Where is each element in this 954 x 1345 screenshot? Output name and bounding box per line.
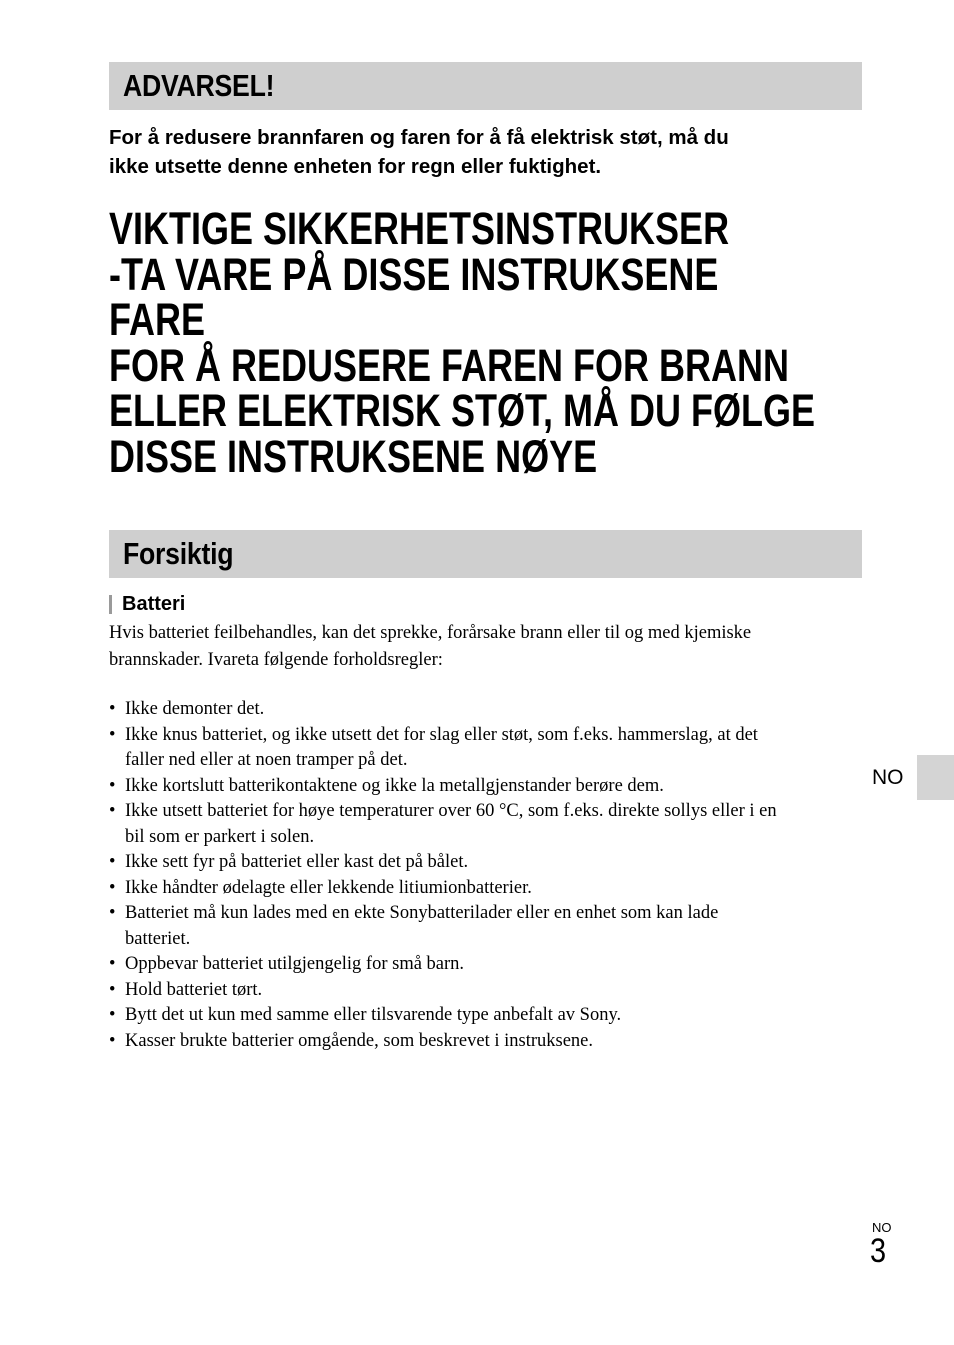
caution-title: Forsiktig xyxy=(123,536,234,571)
list-item xyxy=(109,774,869,800)
list-item-text: Ikke utsett batteriet for høye temperaturer over 60 °C, som f.eks. direkte sollys eller i en xyxy=(125,801,777,821)
safety-heading-line: VIKTIGE SIKKERHETSINSTRUKSER xyxy=(109,203,730,254)
language-side-label: NO xyxy=(872,766,904,789)
intro-line: brannskader. Ivareta følgende forholdsregler: xyxy=(109,650,443,670)
list-item-text: Ikke håndter ødelagte eller lekkende litiumionbatterier. xyxy=(125,877,532,898)
list-item xyxy=(109,876,869,902)
bullet-dot: • xyxy=(109,1030,116,1051)
safety-heading-line: DISSE INSTRUKSENE NØYE xyxy=(109,430,598,482)
list-item xyxy=(109,723,869,774)
warning-title-bar xyxy=(109,62,862,110)
page-number: 3 xyxy=(870,1232,887,1270)
list-item xyxy=(109,850,869,876)
list-item xyxy=(109,1029,869,1055)
list-item xyxy=(109,978,869,1004)
list-item-text: bil som er parkert i solen. xyxy=(125,826,315,847)
list-item xyxy=(109,1003,869,1029)
bullet-dot: • xyxy=(109,903,116,923)
battery-subheading xyxy=(109,593,185,616)
list-item-text: Batteriet må kun lades med en ekte Sonybatterilader eller en enhet som kan lade xyxy=(125,903,719,923)
footer-language: NO xyxy=(872,1220,892,1235)
list-item-text: Ikke knus batteriet, og ikke utsett det for slag eller støt, som f.eks. hammerslag, at det xyxy=(125,724,758,745)
list-item-text: Oppbevar batteriet utilgjengelig for små barn. xyxy=(125,954,465,974)
list-item xyxy=(109,952,869,978)
bullet-dot: • xyxy=(109,724,116,745)
list-item xyxy=(109,799,869,850)
battery-intro xyxy=(109,620,869,674)
warning-text xyxy=(109,123,869,181)
bullet-dot: • xyxy=(109,775,116,796)
list-item xyxy=(109,697,869,723)
warning-title: ADVARSEL! xyxy=(123,68,275,103)
language-side-tab xyxy=(917,755,954,800)
warning-line: ikke utsette denne enheten for regn eller fuktighet. xyxy=(109,155,602,178)
bullet-dot: • xyxy=(109,699,116,719)
list-item-text: Kasser brukte batterier omgående, som beskrevet i instruksene. xyxy=(125,1030,594,1051)
intro-line: Hvis batteriet feilbehandles, kan det sprekke, forårsake brann eller til og med kjemiske xyxy=(109,623,752,643)
safety-heading-line: -TA VARE PÅ DISSE INSTRUKSENE xyxy=(109,248,719,300)
bullet-dot: • xyxy=(109,954,116,974)
battery-precautions-list xyxy=(109,697,869,1054)
bullet-dot: • xyxy=(109,1005,116,1025)
battery-subheading-text: Batteri xyxy=(122,593,186,615)
caution-title-bar xyxy=(109,530,862,578)
safety-heading-line: FOR Å REDUSERE FAREN FOR BRANN xyxy=(109,339,790,391)
list-item xyxy=(109,901,869,952)
bullet-dot: • xyxy=(109,979,116,1000)
safety-heading-line: FARE xyxy=(109,294,206,345)
list-item-text: batteriet. xyxy=(125,928,191,949)
bullet-dot: • xyxy=(109,801,116,821)
list-item-text: Ikke kortslutt batterikontaktene og ikke la metallgjenstander berøre dem. xyxy=(125,775,664,796)
subheading-marker xyxy=(109,595,112,614)
list-item-text: Ikke sett fyr på batteriet eller kast det på bålet. xyxy=(125,852,469,872)
safety-heading-line: ELLER ELEKTRISK STØT, MÅ DU FØLGE xyxy=(109,385,816,436)
list-item-text: Ikke demonter det. xyxy=(125,699,265,719)
safety-headings xyxy=(109,203,954,482)
list-item-text: faller ned eller at noen tramper på det. xyxy=(125,750,408,770)
bullet-dot: • xyxy=(109,852,116,872)
list-item-text: Bytt det ut kun med samme eller tilsvarende type anbefalt av Sony. xyxy=(125,1005,622,1025)
warning-line: For å redusere brannfaren og faren for å få elektrisk støt, må du xyxy=(109,126,729,149)
bullet-dot: • xyxy=(109,877,116,898)
list-item-text: Hold batteriet tørt. xyxy=(125,979,263,1000)
